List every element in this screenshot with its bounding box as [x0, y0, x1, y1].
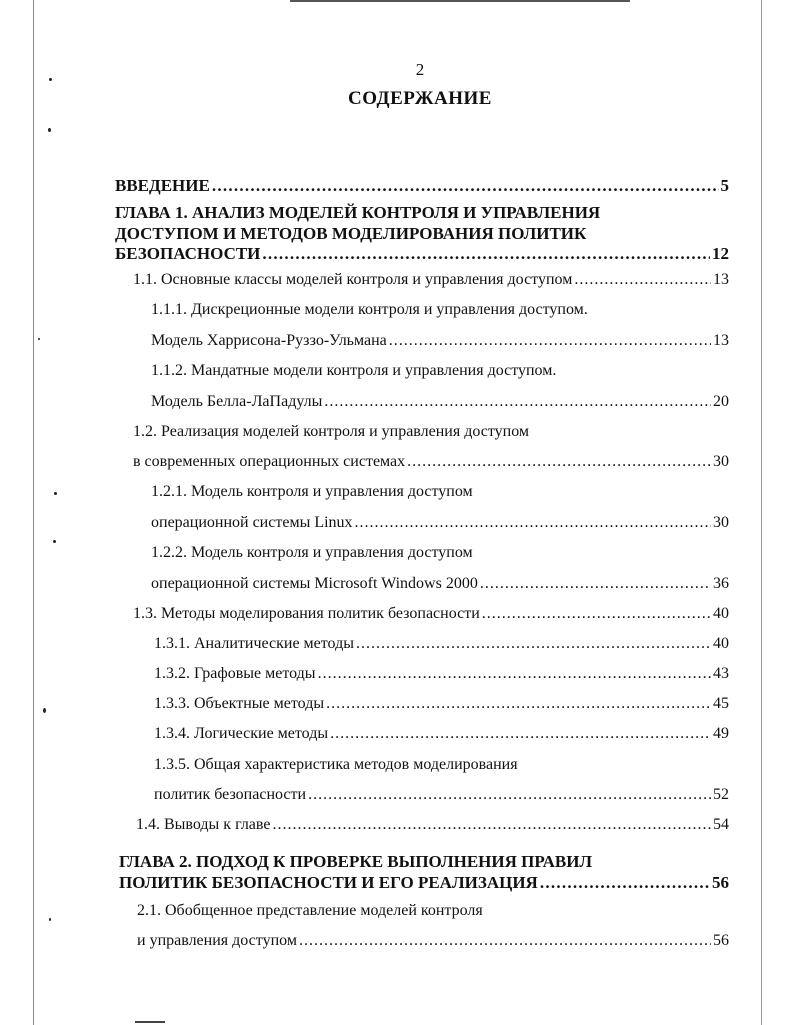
toc-page-number: 12 [712, 244, 729, 263]
toc-leader-dots [355, 514, 711, 532]
toc-leader-dots [407, 453, 711, 471]
toc-page-number: 56 [713, 932, 729, 949]
toc-entry-1-3-2[interactable] [154, 665, 729, 683]
toc-page-number: 49 [713, 725, 729, 742]
toc-leader-dots [540, 873, 710, 893]
toc-page-number: 13 [713, 271, 729, 288]
toc-entry-label: 1.3.1. Аналитические методы [154, 635, 354, 652]
toc-entry-1-3-5[interactable] [154, 786, 729, 804]
toc-leader-dots [480, 575, 711, 593]
toc-page-number: 40 [713, 635, 729, 652]
toc-entry-chapter-1[interactable] [115, 244, 729, 264]
toc-entry-label: 1.3.4. Логические методы [154, 725, 329, 742]
toc-entry-label: операционной системы Microsoft Windows 2000 [151, 575, 478, 592]
scan-speck [38, 338, 40, 340]
toc-entry-1-3-5-line-1: 1.3.5. Общая характеристика методов моделирования [154, 756, 518, 773]
toc-entry-1-3-1[interactable] [154, 635, 729, 653]
scan-speck [43, 708, 46, 713]
toc-page-number: 36 [713, 575, 729, 592]
toc-leader-dots [330, 725, 711, 743]
toc-leader-dots [389, 332, 711, 350]
toc-page-number: 45 [713, 695, 729, 712]
toc-entry-label: Модель Белла-ЛаПадулы [151, 393, 323, 410]
toc-leader-dots [482, 605, 711, 623]
toc-entry-1-2[interactable] [133, 453, 729, 471]
toc-entry-label: 1.4. Выводы к главе [136, 816, 271, 833]
toc-entry-1-1-1-line-1: 1.1.1. Дискреционные модели контроля и управления доступом. [151, 301, 588, 318]
toc-page-number: 30 [713, 453, 729, 470]
toc-page-number: 40 [713, 605, 729, 622]
toc-entry-label: 1.1. Основные классы моделей контроля и управления доступом [133, 271, 573, 288]
toc-entry-chapter-2[interactable] [119, 873, 729, 893]
scan-speck [54, 492, 57, 495]
page-title: СОДЕРЖАНИЕ [348, 88, 492, 109]
toc-leader-dots [356, 635, 711, 653]
toc-entry-1-2-2[interactable] [151, 575, 729, 593]
toc-page-number: 56 [712, 873, 729, 892]
toc-leader-dots [324, 393, 711, 411]
toc-leader-dots [272, 816, 711, 834]
toc-entry-label: Модель Харрисона-Руззо-Ульмана [151, 332, 387, 349]
toc-entry-label: политик безопасности [154, 786, 307, 803]
toc-leader-dots [212, 176, 719, 196]
toc-entry-label: ВВЕДЕНИЕ [115, 176, 210, 195]
toc-entry-1-1-1[interactable] [151, 332, 729, 350]
toc-leader-dots [262, 244, 710, 264]
toc-entry-1-2-2-line-1: 1.2.2. Модель контроля и управления доступом [151, 544, 473, 561]
toc-entry-label: 1.3.3. Объектные методы [154, 695, 325, 712]
toc-chapter-2-line-1: ГЛАВА 2. ПОДХОД К ПРОВЕРКЕ ВЫПОЛНЕНИЯ ПРАВИЛ [119, 852, 593, 871]
toc-chapter-1-line-2: ДОСТУПОМ И МЕТОДОВ МОДЕЛИРОВАНИЯ ПОЛИТИК [115, 224, 587, 243]
toc-entry-2-1[interactable] [137, 932, 729, 950]
toc-entry-1-3-4[interactable] [154, 725, 729, 743]
toc-page-number: 13 [713, 332, 729, 349]
toc-entry-label: ПОЛИТИК БЕЗОПАСНОСТИ И ЕГО РЕАЛИЗАЦИЯ [119, 873, 538, 892]
page-number: 2 [415, 60, 425, 79]
toc-entry-label: в современных операционных системах [133, 453, 406, 470]
toc-entry-introduction[interactable] [115, 176, 729, 196]
toc-page-number: 20 [713, 393, 729, 410]
toc-leader-dots [574, 271, 711, 289]
toc-entry-1-1[interactable] [133, 271, 729, 289]
scan-speck [49, 918, 51, 921]
toc-entry-label: БЕЗОПАСНОСТИ [115, 244, 261, 263]
toc-entry-1-3-3[interactable] [154, 695, 729, 713]
scan-edge-top [290, 0, 630, 2]
toc-leader-dots [318, 665, 711, 683]
toc-page-number: 5 [720, 176, 729, 195]
toc-leader-dots [299, 932, 711, 950]
toc-entry-label: операционной системы Linux [151, 514, 353, 531]
toc-page-number: 54 [713, 816, 729, 833]
toc-page-number: 43 [713, 665, 729, 682]
toc-page-number: 30 [713, 514, 729, 531]
toc-entry-1-3[interactable] [133, 605, 729, 623]
scan-margin-right [761, 0, 762, 1025]
toc-entry-2-1-line-1: 2.1. Обобщенное представление моделей контроля [137, 902, 483, 919]
toc-leader-dots [326, 695, 711, 713]
toc-chapter-1-line-1: ГЛАВА 1. АНАЛИЗ МОДЕЛЕЙ КОНТРОЛЯ И УПРАВЛЕНИЯ [115, 203, 601, 222]
toc-entry-1-2-1[interactable] [151, 514, 729, 532]
toc-entry-label: 1.3. Методы моделирования политик безопасности [133, 605, 480, 622]
toc-entry-1-1-2[interactable] [151, 393, 729, 411]
toc-page-number: 52 [713, 786, 729, 803]
toc-entry-1-1-2-line-1: 1.1.2. Мандатные модели контроля и управления доступом. [151, 362, 557, 379]
toc-leader-dots [308, 786, 711, 804]
scan-edge-bottom [135, 1021, 165, 1023]
toc-entry-label: 1.3.2. Графовые методы [154, 665, 316, 682]
toc-entry-label: и управления доступом [137, 932, 297, 949]
scan-speck [53, 540, 56, 543]
scan-margin-left [33, 0, 34, 1025]
toc-entry-1-2-1-line-1: 1.2.1. Модель контроля и управления доступом [151, 483, 473, 500]
scan-speck [48, 128, 51, 132]
toc-entry-1-2-line-1: 1.2. Реализация моделей контроля и управления доступом [133, 423, 530, 440]
toc-entry-1-4[interactable] [136, 816, 729, 834]
